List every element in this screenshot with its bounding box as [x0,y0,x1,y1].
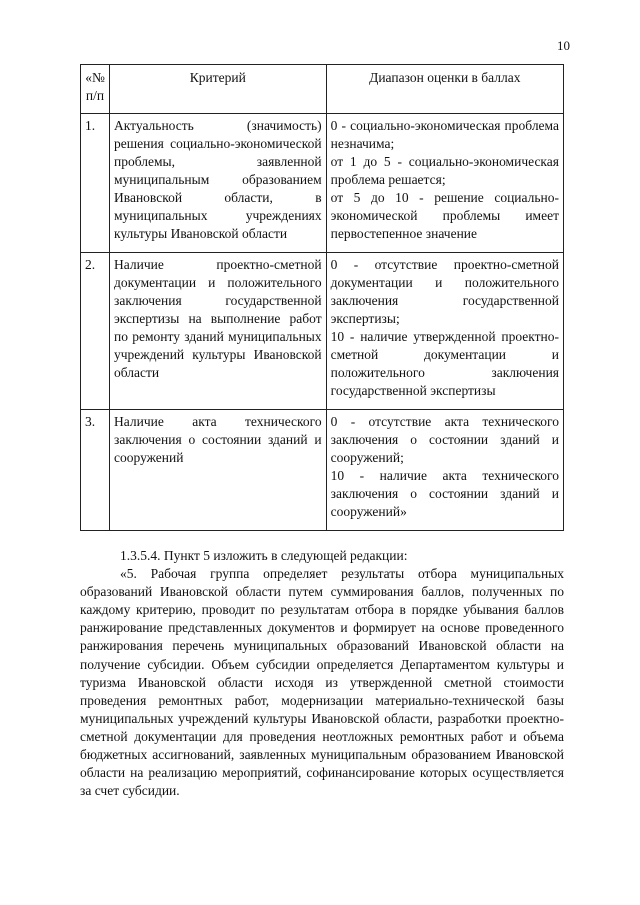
table-row [81,410,564,531]
row-number: 3. [81,410,110,531]
table-row [81,253,564,410]
criterion-cell: Наличие акта технического заключения о состоянии зданий и сооружений [110,410,327,531]
criterion-cell: Наличие проектно-сметной документации и положительного заключения государственной экспертизы на выполнение работ по ремонту зданий муниципальных учреждений культуры Ивановской области [110,253,327,410]
range-line: 0 - отсутствие акта технического заключения о состоянии зданий и сооружений; [330,414,559,465]
range-line: от 5 до 10 - решение социально-экономической проблемы имеет первостепенное значение [330,190,559,241]
range-cell [326,253,563,410]
criteria-table [80,64,564,531]
header-range: Диапазон оценки в баллах [326,65,563,114]
table-row [81,114,564,253]
range-line: 0 - отсутствие проектно-сметной документации и положительного заключения государственной экспертизы; [330,257,559,326]
page-number: 10 [557,38,570,53]
table-header-row [81,65,564,114]
header-criterion: Критерий [110,65,327,114]
range-line: 10 - наличие акта технического заключения о состоянии зданий и сооружений» [330,468,559,519]
row-number: 2. [81,253,110,410]
amendment-text [80,547,564,800]
range-cell [326,114,563,253]
amendment-body: «5. Рабочая группа определяет результаты отбора муниципальных образований Ивановской области путем суммирования баллов, полученных по каждому критерию, проводит по результатам отбора в порядке убывания баллов ранжирование представленных документов и формирует на основе проведенного ранжирования перечень муниципальных образований Ивановской области на получение субсидии. Объем субсидии определяется Департаментом культуры и туризма Ивановской области исходя из утвержденной сметной стоимости проведения ремонтных работ, модернизации материально-технической базы муниципальных учреждений культуры Ивановской области, разработки проектно-сметной документации для проведения неотложных ремонтных работ и объема бюджетных ассигнований, заявленных муниципальным образованием Ивановской области на реализацию мероприятий, софинансирование которых осуществляется за счет субсидии. [80,566,564,799]
header-num: «№ п/п [81,65,110,114]
criterion-cell: Актуальность (значимость) решения социально-экономической проблемы, заявленной муниципальным образованием Ивановской области, в муниципальных учреждениях культуры Ивановской области [110,114,327,253]
range-line: 10 - наличие утвержденной проектно-сметной документации и положительного заключения государственной экспертизы [330,329,559,398]
range-line: от 1 до 5 - социально-экономическая проблема решается; [330,154,559,187]
row-number: 1. [81,114,110,253]
range-line: 0 - социально-экономическая проблема незначима; [330,118,559,151]
range-cell [326,410,563,531]
amendment-heading: 1.3.5.4. Пункт 5 изложить в следующей редакции: [120,548,408,563]
